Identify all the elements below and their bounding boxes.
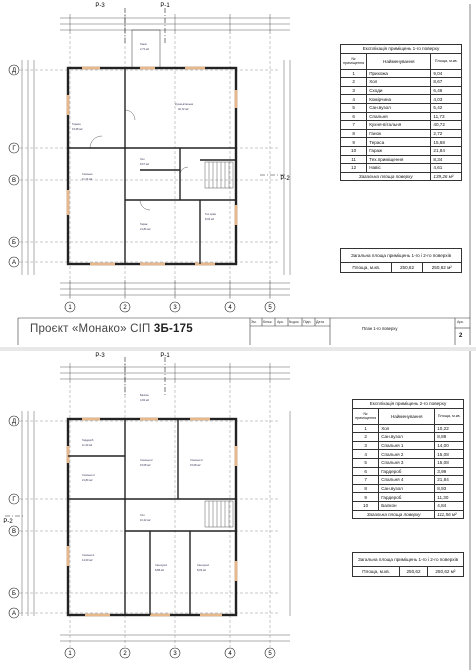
room-area: 14,00 — [435, 441, 464, 450]
axis-row-label: Г — [12, 497, 16, 503]
svg-text:11,73 м2: 11,73 м2 — [82, 178, 93, 181]
room-explication-table-1 — [340, 44, 462, 181]
svg-text:8,88 м2: 8,88 м2 — [155, 569, 164, 572]
svg-text:21,84 м2: 21,84 м2 — [140, 228, 151, 231]
section-label: Р-2 — [280, 176, 290, 182]
section-label: Р-3 — [95, 353, 105, 359]
room-area: 21,84 — [431, 146, 462, 155]
table-title: Експлікація приміщень 2-го поверху — [353, 400, 464, 409]
table-row — [341, 112, 462, 121]
summary-title: Загальна площа приміщень 1-го і 2-го поверхів — [341, 249, 462, 263]
room-number: 3 — [353, 441, 379, 450]
svg-text:15,68 м2: 15,68 м2 — [72, 128, 83, 131]
table-row — [353, 484, 464, 493]
table-row — [353, 441, 464, 450]
sheet-name: План 1-го поверху — [362, 326, 398, 331]
room-name: Комірчина — [367, 95, 431, 104]
room-area: 4,03 — [431, 95, 462, 104]
project-title-text: Проєкт «Монако» СІП — [30, 323, 154, 335]
svg-text:Тераса: Тераса — [72, 123, 81, 126]
table-row — [353, 467, 464, 476]
room-number: 6 — [341, 112, 367, 121]
room-area: 9,04 — [431, 69, 462, 78]
svg-text:2,72 м2: 2,72 м2 — [140, 48, 149, 51]
room-name: Спальня 2 — [379, 450, 435, 459]
section-label: Р-1 — [160, 353, 170, 359]
axis-row-label: Д — [11, 68, 17, 74]
summary-area-table-2 — [352, 552, 464, 577]
room-number: 5 — [353, 458, 379, 467]
axis-row-label: Б — [12, 591, 16, 597]
room-name: Спальня 1 — [379, 441, 435, 450]
room-number: 5 — [341, 103, 367, 112]
axis-row-label: В — [11, 178, 17, 184]
room-name: Тех.приміщення — [367, 155, 431, 164]
table-row — [341, 146, 462, 155]
axis-col-label: 2 — [123, 651, 127, 657]
axis-col-label: 5 — [268, 305, 272, 311]
table-row — [341, 121, 462, 130]
stamp-col: №док. — [289, 320, 300, 324]
room-area: 15,68 — [431, 138, 462, 147]
total-label: Загальна площа поверху — [353, 510, 435, 519]
table-row — [341, 164, 462, 173]
column-header: Площа, м.кв. — [431, 53, 462, 69]
table-row — [353, 458, 464, 467]
svg-text:15,08 м2: 15,08 м2 — [140, 464, 151, 467]
stamp-col: Арк. — [277, 320, 284, 324]
room-number: 7 — [341, 121, 367, 130]
room-name: Кухня-вітальня — [367, 121, 431, 130]
total-label: Загальна площа поверху — [341, 172, 431, 181]
room-number: 4 — [353, 450, 379, 459]
room-number: 6 — [353, 467, 379, 476]
svg-text:Кухня-вітальня: Кухня-вітальня — [175, 103, 194, 106]
axis-row-label: А — [11, 260, 17, 266]
room-number: 9 — [353, 493, 379, 502]
svg-text:Спальня: Спальня — [82, 173, 93, 176]
axis-col-label: 3 — [173, 651, 177, 657]
svg-text:Спальня 3: Спальня 3 — [190, 459, 203, 462]
svg-text:Сан.вузол: Сан.вузол — [155, 564, 168, 567]
svg-text:10,22 м2: 10,22 м2 — [140, 519, 151, 522]
svg-text:Гараж: Гараж — [140, 223, 148, 226]
project-code: 3Б-175 — [153, 323, 193, 335]
room-number: 1 — [353, 424, 379, 433]
summary-label: Площа, м.кв. — [341, 263, 392, 273]
room-area: 6,46 — [431, 86, 462, 95]
table-row — [341, 155, 462, 164]
room-area: 8,88 — [435, 433, 464, 442]
room-number: 11 — [341, 155, 367, 164]
table-row — [353, 433, 464, 442]
room-explication-table-2 — [352, 399, 464, 519]
room-area: 3,99 — [435, 467, 464, 476]
summary-value: 250,62 — [400, 567, 428, 577]
room-area: 10,22 — [435, 424, 464, 433]
svg-text:15,08 м2: 15,08 м2 — [190, 464, 201, 467]
axis-row-label: А — [11, 611, 17, 617]
room-name: Сан.вузол — [379, 484, 435, 493]
total-value: 139,26 м² — [431, 172, 462, 181]
axis-col-label: 2 — [123, 305, 127, 311]
svg-text:40,72 м2: 40,72 м2 — [178, 108, 189, 111]
column-header: № приміщення — [353, 408, 379, 424]
room-number: 4 — [341, 95, 367, 104]
room-area: 4,61 — [431, 164, 462, 173]
room-name: Хол — [367, 78, 431, 87]
axis-row-label: Г — [12, 146, 16, 152]
table-row — [353, 493, 464, 502]
stamp-col: Зм. — [251, 320, 257, 324]
room-area: 4,84 — [435, 501, 464, 510]
room-name: Хол — [379, 424, 435, 433]
axis-row-label: Б — [12, 240, 16, 246]
svg-text:Спальня 4: Спальня 4 — [82, 474, 95, 477]
room-number: 1 — [341, 69, 367, 78]
room-number: 12 — [341, 164, 367, 173]
room-name: Гардероб — [379, 493, 435, 502]
table-row — [341, 138, 462, 147]
column-header: № приміщення — [341, 53, 367, 69]
room-name: Гардероб — [379, 467, 435, 476]
room-name: Спальня 4 — [379, 476, 435, 485]
room-area: 2,72 — [431, 129, 462, 138]
summary-value-total: 250,62 м² — [427, 567, 463, 577]
room-number: 9 — [341, 138, 367, 147]
floor-plan-sheet-2 — [0, 351, 476, 670]
room-area: 15,08 — [435, 458, 464, 467]
room-number: 8 — [353, 484, 379, 493]
svg-text:Спальня 1: Спальня 1 — [82, 554, 95, 557]
room-name: Балкон — [379, 501, 435, 510]
table-row — [341, 95, 462, 104]
stamp-col: Кільк. — [263, 320, 273, 324]
room-name: Тераса — [367, 138, 431, 147]
svg-text:8,67 м2: 8,67 м2 — [140, 163, 149, 166]
table-row — [341, 129, 462, 138]
summary-area-table-1 — [340, 248, 462, 273]
section-label: Р-3 — [95, 3, 105, 9]
table-row — [353, 424, 464, 433]
axis-row-label: Д — [11, 419, 17, 425]
axis-col-label: 1 — [68, 651, 72, 657]
axis-col-label: 5 — [268, 651, 272, 657]
room-name: Гараж — [367, 146, 431, 155]
summary-value: 250,62 — [392, 263, 422, 273]
svg-text:21,84 м2: 21,84 м2 — [82, 479, 93, 482]
room-number: 2 — [353, 433, 379, 442]
sheet-label: Арк. — [457, 320, 464, 324]
table-row — [341, 69, 462, 78]
svg-text:Хол: Хол — [140, 158, 145, 161]
room-area: 5,42 — [431, 103, 462, 112]
room-number: 10 — [341, 146, 367, 155]
room-number: 3 — [341, 86, 367, 95]
table-row — [353, 476, 464, 485]
table-row — [353, 501, 464, 510]
summary-value-total: 250,62 м² — [422, 263, 461, 273]
table-row — [341, 78, 462, 87]
room-name: Спальня — [367, 112, 431, 121]
axis-col-label: 1 — [68, 305, 72, 311]
sheet-number: 2 — [459, 333, 463, 339]
room-name: Сан.вузол — [367, 103, 431, 112]
svg-text:Ганок: Ганок — [140, 43, 147, 46]
total-value: 111,56 м² — [435, 510, 464, 519]
axis-col-label: 4 — [228, 305, 232, 311]
room-area: 11,30 — [435, 493, 464, 502]
svg-text:14,00 м2: 14,00 м2 — [82, 559, 93, 562]
stamp-col: Підп. — [303, 320, 312, 324]
svg-text:11,30 м2: 11,30 м2 — [82, 444, 93, 447]
room-number: 10 — [353, 501, 379, 510]
room-name: Навіс — [367, 164, 431, 173]
project-title — [30, 323, 193, 335]
axis-col-label: 3 — [173, 305, 177, 311]
stamp-col: Дата — [316, 320, 324, 324]
room-area: 8,93 — [435, 484, 464, 493]
room-area: 15,08 — [435, 450, 464, 459]
svg-text:Тех.прим: Тех.прим — [205, 213, 216, 216]
svg-text:Спальня 2: Спальня 2 — [140, 459, 153, 462]
summary-label: Площа, м.кв. — [353, 567, 400, 577]
svg-text:4,84 м2: 4,84 м2 — [140, 399, 149, 402]
room-name: Прихожа — [367, 69, 431, 78]
room-name: Спальня 3 — [379, 458, 435, 467]
table-row — [341, 103, 462, 112]
axis-col-label: 4 — [228, 651, 232, 657]
room-number: 2 — [341, 78, 367, 87]
room-area: 8,34 — [431, 155, 462, 164]
column-header: Найменування — [379, 408, 435, 424]
svg-text:Хол: Хол — [140, 514, 145, 517]
column-header: Площа, м.кв. — [435, 408, 464, 424]
table-title: Експлікація приміщень 1-го поверху — [341, 45, 462, 54]
room-area: 40,72 — [431, 121, 462, 130]
room-name: Ганок — [367, 129, 431, 138]
svg-text:Сан.вузол: Сан.вузол — [197, 564, 210, 567]
room-number: 8 — [341, 129, 367, 138]
axis-row-label: В — [11, 529, 17, 535]
table-row — [353, 450, 464, 459]
svg-text:8,93 м2: 8,93 м2 — [197, 569, 206, 572]
room-name: Сходи — [367, 86, 431, 95]
room-area: 21,84 — [435, 476, 464, 485]
summary-title: Загальна площа приміщень 1-го і 2-го поверхів — [353, 553, 464, 567]
table-row — [341, 86, 462, 95]
section-label: Р-1 — [160, 3, 170, 9]
section-label: Р-2 — [3, 519, 13, 525]
svg-text:Балкон: Балкон — [140, 394, 149, 397]
svg-text:Гардероб: Гардероб — [82, 439, 94, 442]
room-area: 11,73 — [431, 112, 462, 121]
column-header: Найменування — [367, 53, 431, 69]
svg-text:8,34 м2: 8,34 м2 — [205, 218, 214, 221]
room-name: Сан.вузол — [379, 433, 435, 442]
room-area: 8,67 — [431, 78, 462, 87]
room-number: 7 — [353, 476, 379, 485]
